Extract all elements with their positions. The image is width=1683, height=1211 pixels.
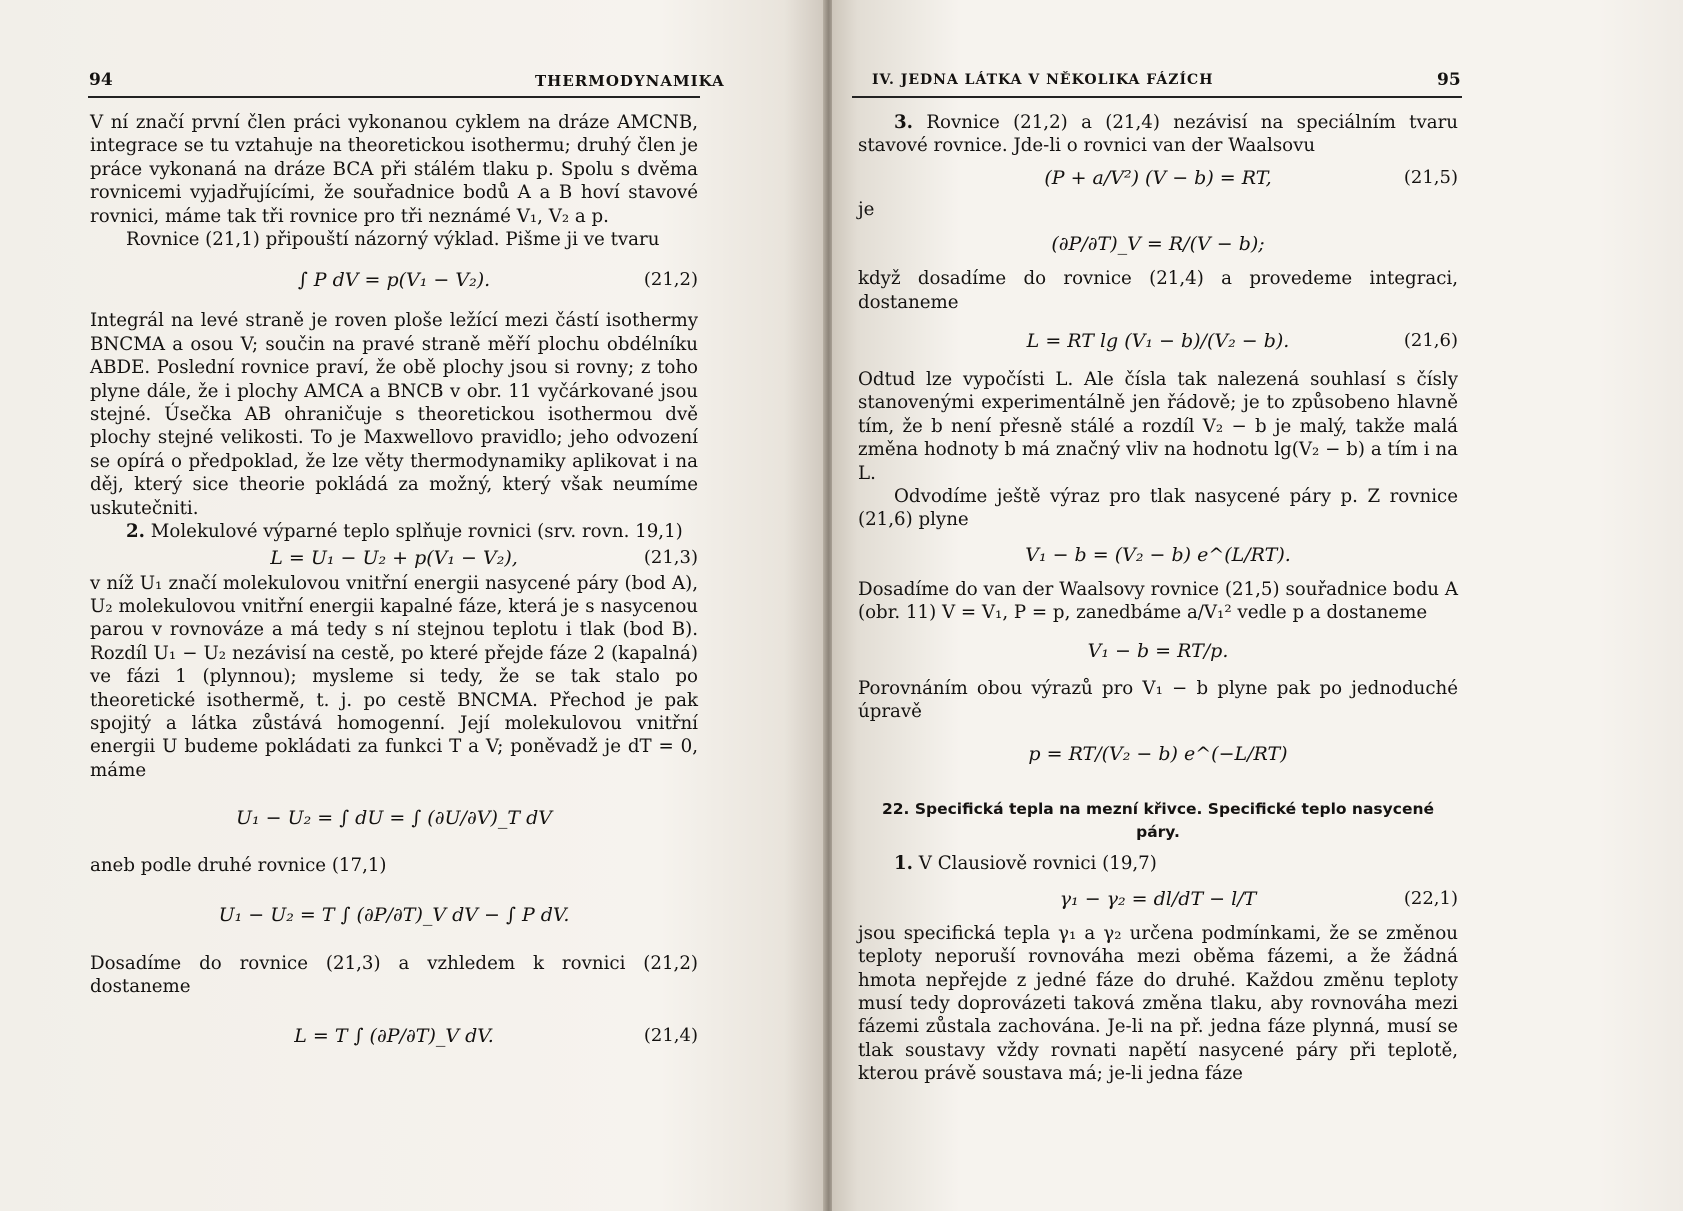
page-number: 95 — [1437, 70, 1461, 90]
paragraph: jsou specifická tepla γ₁ a γ₂ určena podmínkami, že se změnou teploty neporuší rovnováha mezi oběma fázemi, a že žádná hmota nepřejde z jedné fáze do druhé. Každou změnu teploty musí tedy doprovázeti taková změna tlaku, aby rovnováha mezi fázemi zůstala zachována. Je-li na př. jedna fáze plynná, musí se tlak soustavy vždy rovnati napětí nasycené páry při teplotě, kterou právě soustava má; je-li jedna fáze — [858, 922, 1458, 1085]
equation — [90, 782, 698, 854]
equation — [858, 532, 1458, 578]
section-title: 22. Specifická tepla na mezní křivce. Specifické teplo nasycené páry. — [881, 799, 1435, 841]
equation-text: U₁ − U₂ = T ∫ (∂P/∂T)_V dV − ∫ P dV. — [218, 903, 570, 926]
equation-number: (21,6) — [1403, 330, 1458, 352]
paragraph-text: Molekulové výparné teplo splňuje rovnici (srv. rovn. 19,1) — [150, 521, 683, 543]
equation-number: (21,4) — [643, 1025, 698, 1047]
right-body — [858, 111, 1458, 1086]
equation-text: (∂P/∂T)_V = R/(V − b); — [1051, 233, 1265, 256]
equation — [858, 158, 1458, 198]
header-rule — [852, 96, 1462, 98]
paragraph: Dosadíme do van der Waalsovy rovnice (21,5) souřadnice bodu A (obr. 11) V = V₁, P = p, zanedbáme a/V₁² vedle p a dostaneme — [858, 578, 1458, 624]
right-page — [832, 0, 1683, 1211]
equation-text: p = RT/(V₂ − b) e^(−L/RT) — [1028, 742, 1288, 765]
running-head: THERMODYNAMIKA — [535, 72, 725, 90]
equation-number: (21,3) — [643, 546, 698, 568]
paragraph: Integrál na levé straně je roven ploše ležící mezi částí isothermy BNCMA a osou V; součin na pravé straně měří plochu obdélníku ABDE. Poslední rovnice praví, že obě plochy jsou si rovny; z toho plyne dále, že i plochy AMCA a BNCB v obr. 11 vyčárkované jsou stejné. Úsečka AB ohraničuje s theoretickou isothermou dvě plochy stejné velikosti. To je Maxwellovo pravidlo; jeho odvození se opírá o předpoklad, že lze věty thermodynamiky aplikovat i na děj, který sice theorie pokládá za možný, který však neumíme uskutečniti. — [90, 310, 698, 519]
header-rule — [88, 96, 700, 98]
paragraph-number: 1. — [894, 853, 913, 875]
equation — [858, 876, 1458, 922]
equation-text: γ₁ − γ₂ = dl/dT − l/T — [1059, 887, 1257, 910]
equation-text: L = RT lg (V₁ − b)/(V₂ − b). — [1026, 330, 1290, 353]
paragraph: aneb podle druhé rovnice (17,1) — [90, 855, 387, 877]
paragraph-text: V Clausiově rovnici (19,7) — [918, 853, 1157, 875]
equation-number: (21,5) — [1403, 166, 1458, 188]
equation-text: U₁ − U₂ = ∫ dU = ∫ (∂U/∂V)_T dV — [235, 807, 552, 830]
page-number: 94 — [89, 70, 113, 90]
paragraph: Rovnice (21,1) připouští názorný výklad. Pišme ji ve tvaru — [126, 229, 660, 251]
paragraph: Odtud lze vypočísti L. Ale čísla tak nalezená souhlasí s čísly stanovenými experimentálně jen řádově; je to způsobeno hlavně tím, že b není přesně stálé a rozdíl V₂ − b je malý, takže malá změna hodnoty b má značný vliv na hodnotu lg(V₂ − b) a tím i na L. — [858, 369, 1458, 484]
equation-text: L = U₁ − U₂ + p(V₁ − V₂), — [270, 546, 518, 569]
equation-text: V₁ − b = (V₂ − b) e^(L/RT). — [1025, 543, 1291, 566]
left-page — [0, 0, 825, 1211]
equation-text: ∫ P dV = p(V₁ − V₂). — [297, 269, 491, 292]
paragraph-number: 3. — [894, 112, 913, 133]
equation — [858, 221, 1458, 267]
equation-text: L = T ∫ (∂P/∂T)_V dV. — [294, 1025, 494, 1048]
paragraph: Odvodíme ještě výraz pro tlak nasycené páry p. Z rovnice (21,6) plyne — [858, 486, 1458, 531]
running-head: IV. JEDNA LÁTKA V NĚKOLIKA FÁZÍCH — [872, 72, 1214, 88]
equation — [858, 625, 1458, 677]
equation — [90, 251, 698, 309]
paragraph: v níž U₁ značí molekulovou vnitřní energii nasycené páry (bod A), U₂ molekulovou vnitřní energii kapalné fáze, která je s nasycenou parou v rovnováze a má tedy s ní stejnou teplotu i tlak (bod B). Rozdíl U₁ − U₂ nezávisí na cestě, po které přejde fáze 2 (kapalná) ve fázi 1 (plynnou); mysleme si tedy, že se tak stalo po theoretické isothermě, t. j. po cestě BNCMA. Přechod je pak spojitý a látka zůstává homogenní. Její molekulovou vnitřní energii U budeme pokládati za funkci T a V; poněvadž je dT = 0, máme — [90, 572, 698, 781]
equation-text: (P + a/V²) (V − b) = RT, — [1044, 166, 1272, 189]
equation — [90, 544, 698, 572]
equation — [90, 878, 698, 952]
paragraph: je — [858, 198, 875, 220]
equation-number: (21,2) — [643, 269, 698, 291]
paragraph: když dosadíme do rovnice (21,4) a provedeme integraci, dostaneme — [858, 268, 1458, 313]
paragraph-text: Rovnice (21,2) a (21,4) nezávisí na speciálním tvaru stavové rovnice. Jde-li o rovnici van der Waalsovu — [858, 112, 1458, 157]
paragraph-number: 2. — [126, 521, 145, 543]
paragraph — [858, 852, 1458, 875]
paragraph: V ní značí první člen práci vykonanou cyklem na dráze AMCNB, integrace se tu vztahuje na theoretickou isothermu; druhý člen je práce vykonaná na dráze BCA při stálém tlaku p. Spolu s dvěma rovnicemi vyjadřujícími, že souřadnice bodů A a B hoví stavové rovnici, máme tak tři rovnice pro tři neznámé V₁, V₂ a p. — [90, 112, 698, 227]
left-body — [90, 111, 698, 1074]
equation-number: (22,1) — [1403, 887, 1458, 909]
equation-text: V₁ − b = RT/p. — [1087, 639, 1229, 662]
paragraph: Porovnáním obou výrazů pro V₁ − b plyne pak po jednoduché úpravě — [858, 677, 1458, 723]
equation — [90, 998, 698, 1074]
paragraph — [90, 520, 698, 543]
paragraph: Dosadíme do rovnice (21,3) a vzhledem k rovnici (21,2) dostaneme — [90, 952, 698, 997]
equation — [858, 724, 1458, 784]
paragraph — [858, 111, 1458, 158]
equation — [858, 314, 1458, 368]
